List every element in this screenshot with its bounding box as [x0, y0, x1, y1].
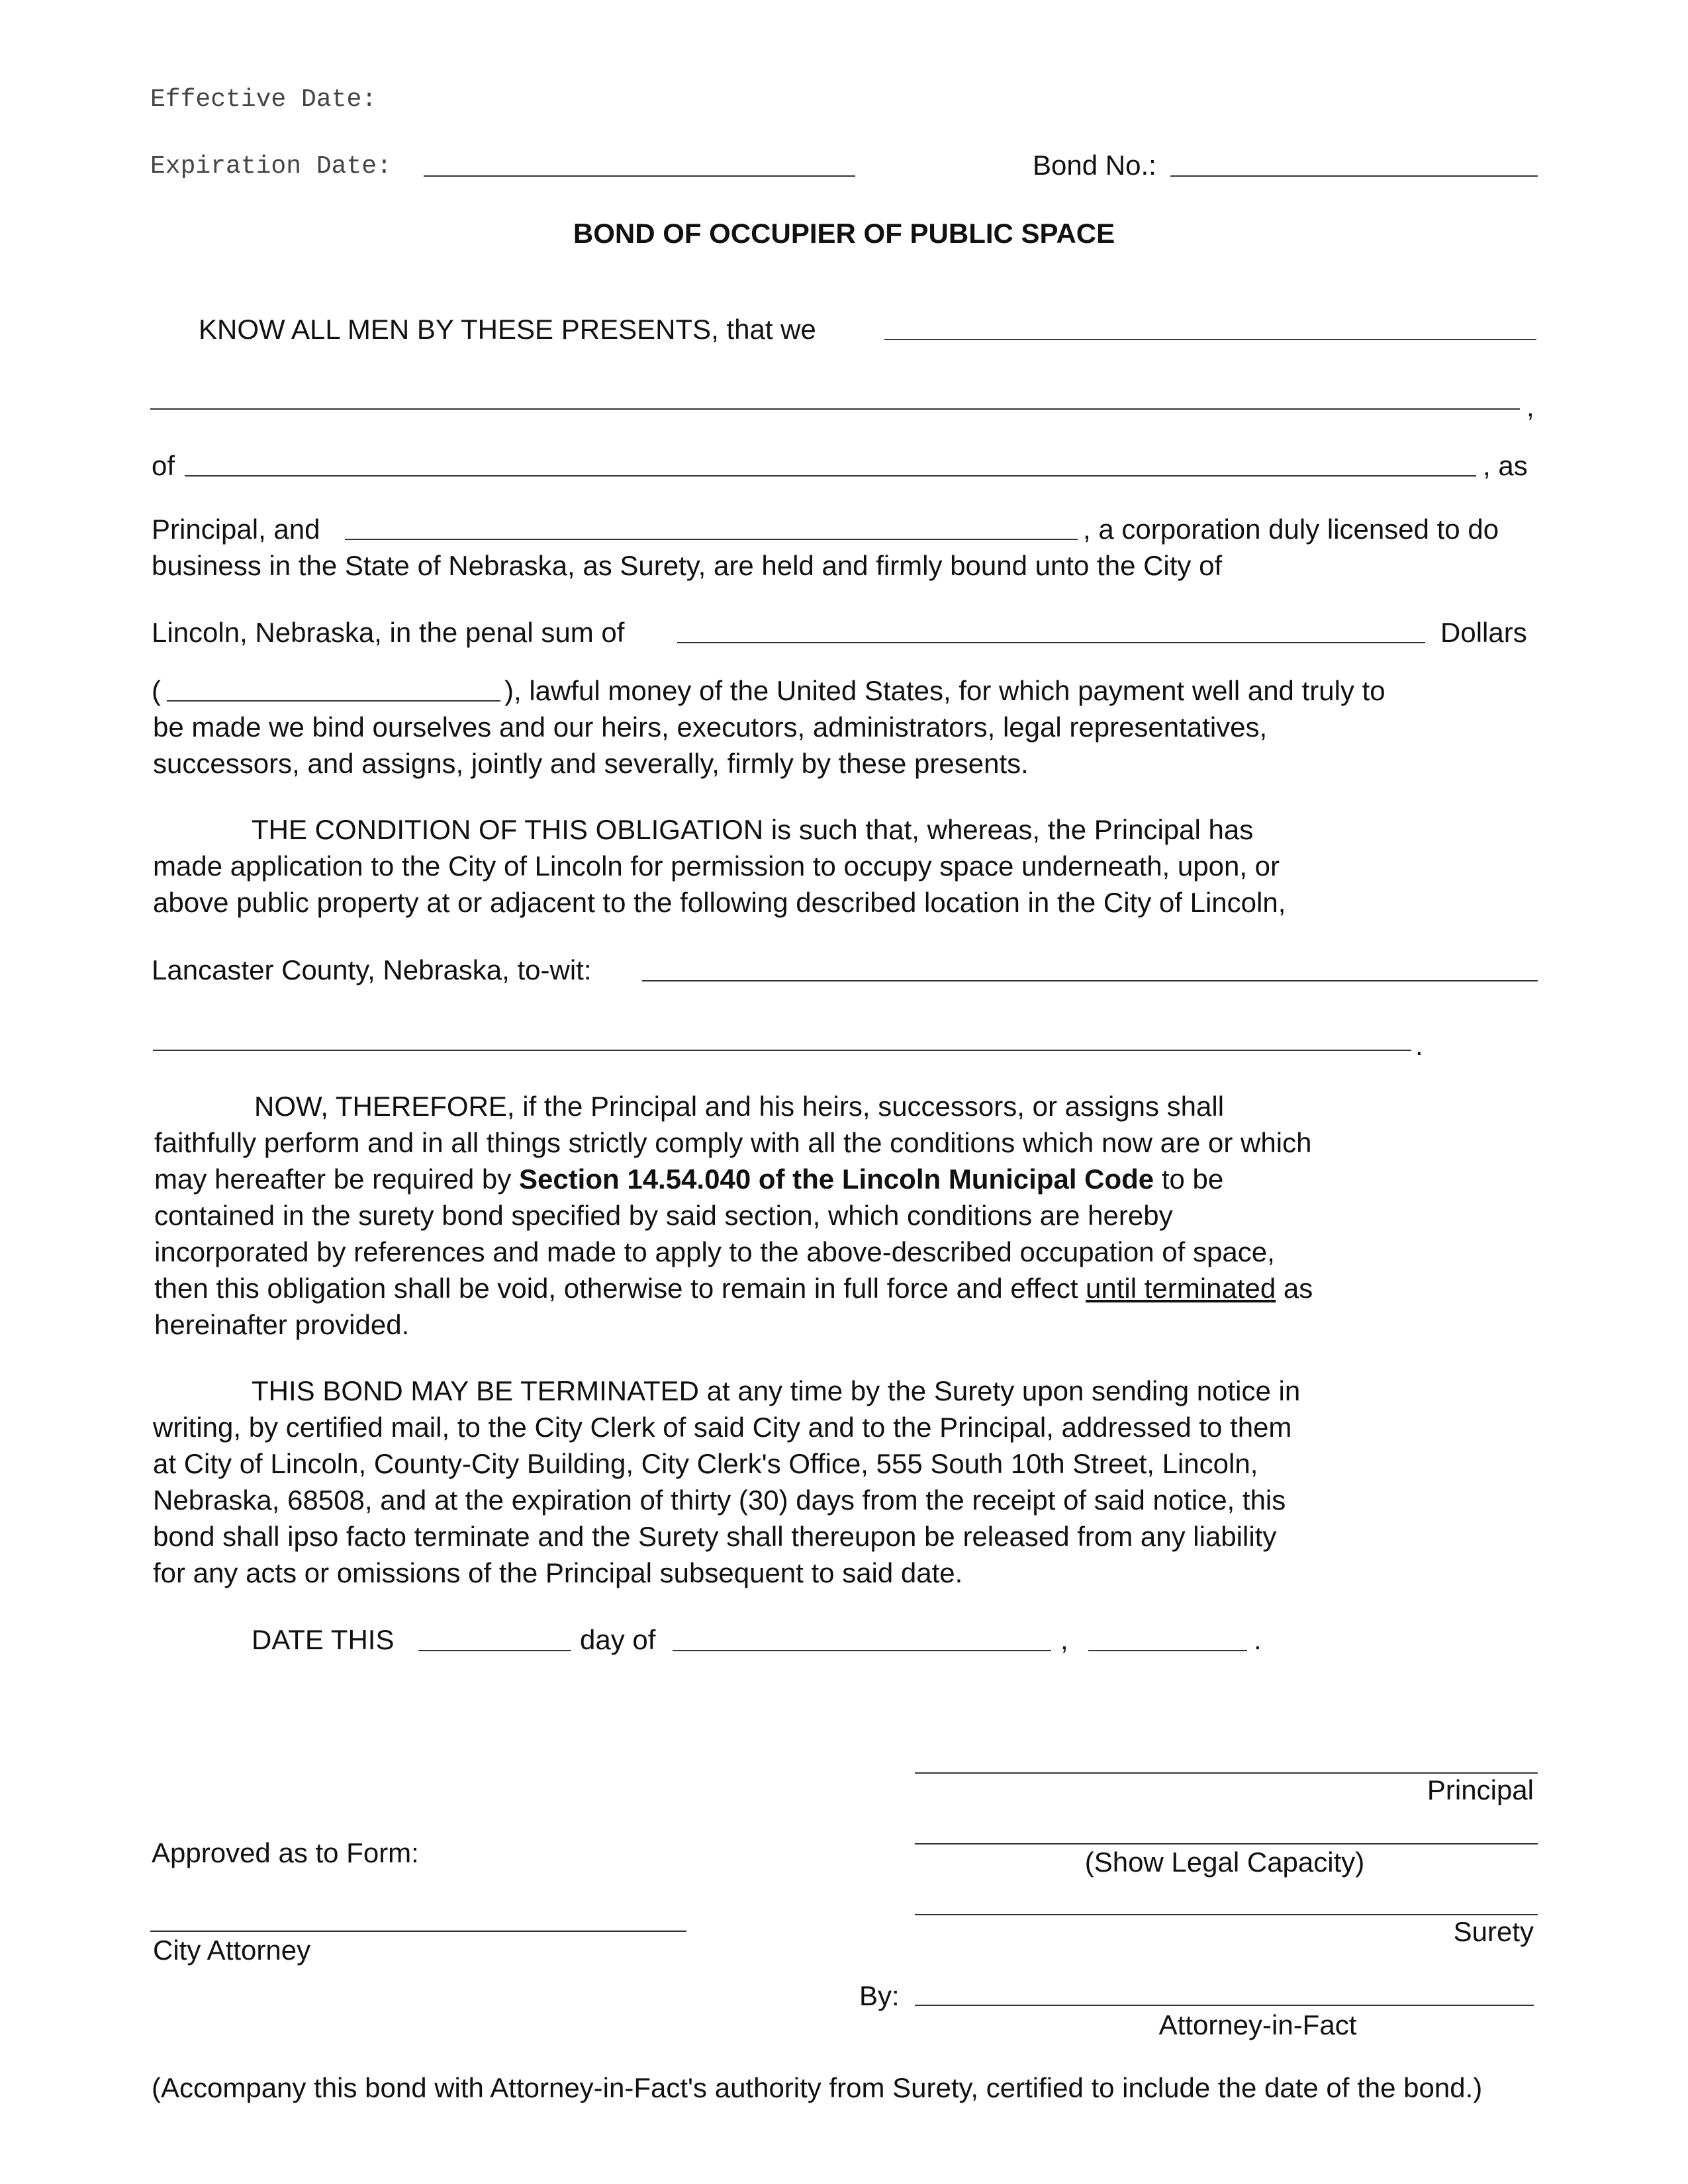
- expiration-date-label: Expiration Date:: [150, 152, 392, 181]
- location-field-2[interactable]: [153, 1050, 1411, 1051]
- paragraph-line: THE CONDITION OF THIS OBLIGATION is such that, whereas, the Principal has: [252, 814, 1254, 845]
- until-terminated-text: until terminated: [1086, 1273, 1276, 1304]
- penal-sum-number-field[interactable]: [167, 700, 500, 702]
- paragraph-line: THIS BOND MAY BE TERMINATED at any time by the Surety upon sending notice in: [252, 1375, 1301, 1406]
- city-attorney-label: City Attorney: [153, 1934, 311, 1966]
- comma: ,: [1526, 391, 1534, 422]
- principal-label: Principal: [1427, 1774, 1534, 1805]
- paragraph-line: bond shall ipso facto terminate and the Surety shall thereupon be released from any liability: [153, 1521, 1277, 1552]
- paragraph-line: hereinafter provided.: [154, 1309, 410, 1340]
- paragraph-line: NOW, THEREFORE, if the Principal and his heirs, successors, or assigns shall: [254, 1091, 1225, 1122]
- effective-date-label: Effective Date:: [150, 85, 377, 114]
- penal-sum-words-field[interactable]: [677, 642, 1425, 643]
- period: .: [1254, 1624, 1262, 1655]
- lawful-money-text: ), lawful money of the United States, for which payment well and truly to: [504, 675, 1385, 706]
- date-this-label: DATE THIS: [252, 1624, 395, 1655]
- paragraph-line: [154, 1161, 1313, 1197]
- paragraph-line: above public property at or adjacent to the following described location in the City of Lincoln,: [153, 887, 1286, 918]
- surety-name-field[interactable]: [345, 539, 1078, 540]
- paragraph-line: [154, 1270, 1313, 1306]
- principal-address-field[interactable]: [185, 475, 1476, 477]
- document-title: BOND OF OCCUPIER OF PUBLIC SPACE: [573, 218, 1115, 249]
- bond-no-label: Bond No.:: [1033, 150, 1156, 181]
- paragraph-line: faithfully perform and in all things strictly comply with all the conditions which now are or which: [154, 1127, 1312, 1158]
- principal-name-field[interactable]: [884, 339, 1536, 340]
- city-attorney-signature-field[interactable]: [150, 1931, 686, 1932]
- bond-no-field[interactable]: [1170, 175, 1538, 177]
- legal-capacity-field[interactable]: [915, 1843, 1538, 1844]
- penal-sum-label: Lincoln, Nebraska, in the penal sum of: [152, 617, 625, 648]
- intro-paragraph: [153, 709, 1267, 782]
- text: as: [1276, 1273, 1313, 1304]
- paren-open: (: [152, 675, 161, 706]
- paragraph-line: writing, by certified mail, to the City Clerk of said City and to the Principal, addressed to them: [153, 1412, 1292, 1443]
- month-field[interactable]: [673, 1650, 1051, 1651]
- comma: ,: [1060, 1624, 1068, 1655]
- period: .: [1415, 1030, 1423, 1061]
- text: to be: [1154, 1163, 1224, 1195]
- business-text: business in the State of Nebraska, as Surety, are held and firmly bound unto the City of: [152, 550, 1223, 581]
- day-of-label: day of: [580, 1624, 656, 1655]
- paragraph-line: made application to the City of Lincoln for permission to occupy space underneath, upon, or: [153, 850, 1280, 882]
- condition-paragraph: [153, 811, 1286, 921]
- paragraph-line: be made we bind ourselves and our heirs, executors, administrators, legal representatives,: [153, 711, 1268, 743]
- principal-and-label: Principal, and: [152, 514, 320, 545]
- corporation-text: , a corporation duly licensed to do: [1083, 514, 1499, 545]
- approved-as-to-form-label: Approved as to Form:: [152, 1837, 419, 1868]
- location-field[interactable]: [642, 980, 1538, 981]
- by-label: By:: [859, 1980, 900, 2011]
- surety-label: Surety: [1453, 1916, 1534, 1947]
- attorney-in-fact-label: Attorney-in-Fact: [1158, 2009, 1357, 2040]
- termination-paragraph: [153, 1373, 1300, 1591]
- paragraph-line: at City of Lincoln, County-City Building, City Clerk's Office, 555 South 10th Street, Lincoln,: [153, 1448, 1258, 1479]
- to-wit-label: Lancaster County, Nebraska, to-wit:: [152, 954, 592, 985]
- expiration-date-field[interactable]: [424, 175, 855, 177]
- text: then this obligation shall be void, otherwise to remain in full force and effect: [154, 1273, 1086, 1304]
- paragraph-line: Nebraska, 68508, and at the expiration of thirty (30) days from the receipt of said notice, this: [153, 1484, 1286, 1516]
- now-therefore-paragraph: [154, 1088, 1313, 1343]
- text: may hereafter be required by: [154, 1163, 519, 1195]
- paragraph-line: incorporated by references and made to apply to the above-described occupation of space,: [154, 1236, 1275, 1267]
- attorney-in-fact-signature-field[interactable]: [915, 2005, 1534, 2006]
- of-label: of: [152, 450, 175, 481]
- paragraph-line: successors, and assigns, jointly and severally, firmly by these presents.: [153, 748, 1029, 779]
- footnote: (Accompany this bond with Attorney-in-Fact's authority from Surety, certified to include the date of the bond.): [152, 2072, 1483, 2103]
- show-legal-capacity-label: (Show Legal Capacity): [1084, 1846, 1365, 1878]
- code-section-reference: Section 14.54.040 of the Lincoln Municipal Code: [518, 1163, 1154, 1195]
- day-field[interactable]: [418, 1650, 571, 1651]
- principal-name-field-2[interactable]: [150, 408, 1520, 410]
- know-all-text: KNOW ALL MEN BY THESE PRESENTS, that we: [199, 314, 816, 345]
- as-label: , as: [1483, 450, 1528, 481]
- dollars-label: Dollars: [1440, 617, 1527, 648]
- year-field[interactable]: [1088, 1650, 1247, 1651]
- paragraph-line: for any acts or omissions of the Principal subsequent to said date.: [153, 1557, 963, 1588]
- paragraph-line: contained in the surety bond specified by said section, which conditions are hereby: [154, 1200, 1173, 1231]
